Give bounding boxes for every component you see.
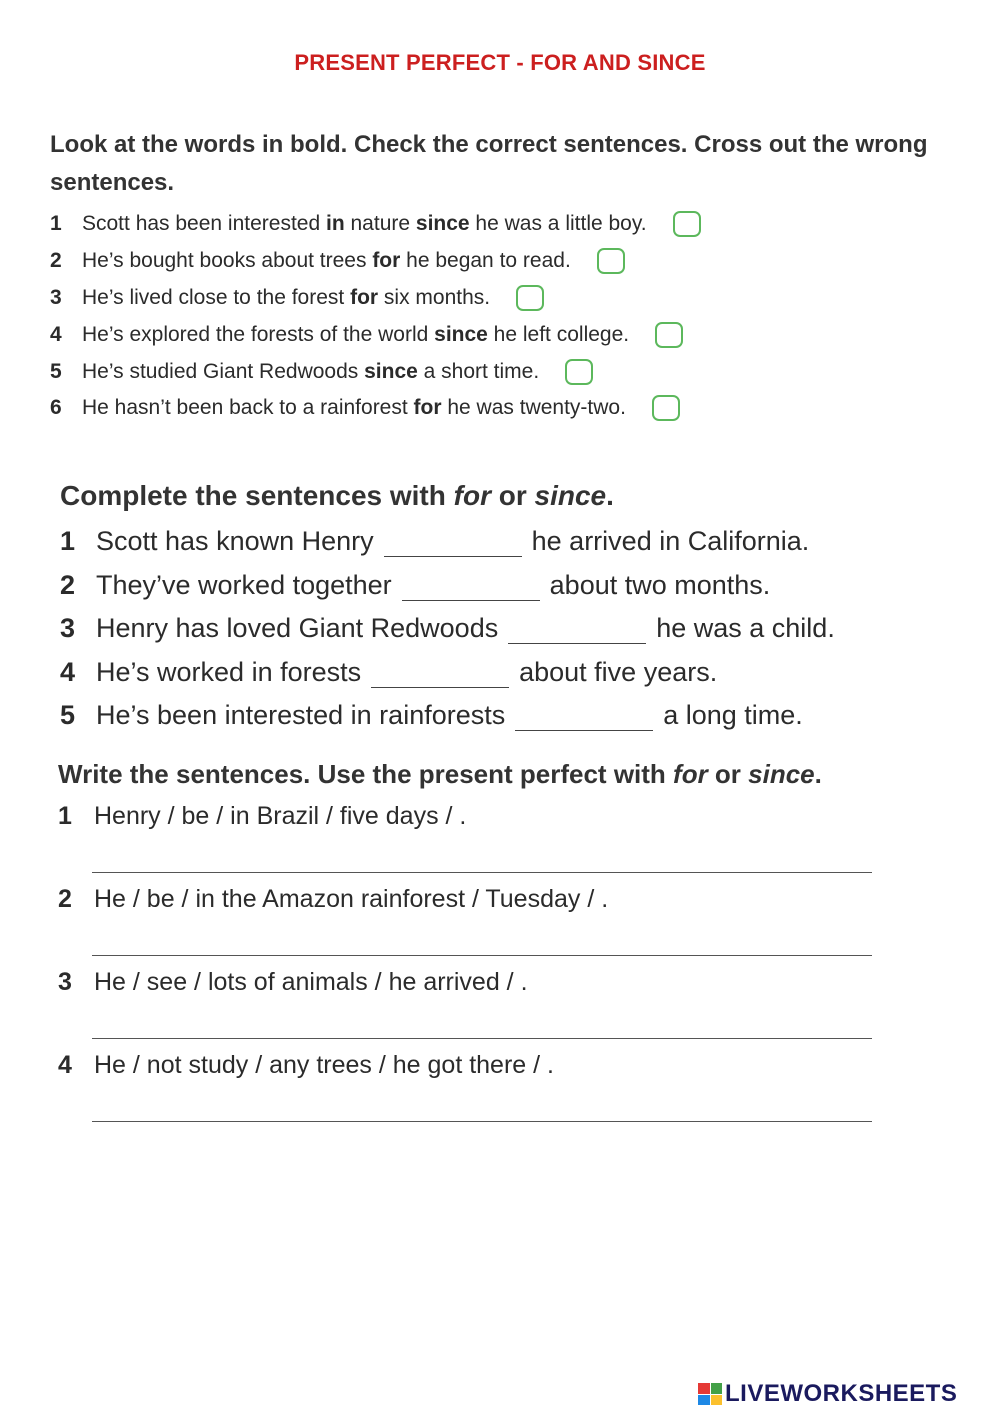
sentence: Scott has been interested in nature since he was a little boy. <box>82 212 647 236</box>
list-item <box>58 962 938 1045</box>
item-number: 1 <box>58 801 72 830</box>
sentence-start: He’s been interested in rainforests <box>96 700 506 731</box>
sentence: He’s lived close to the forest for six months. <box>82 285 491 309</box>
item-number: 4 <box>50 322 62 346</box>
exercise-3 <box>58 752 938 1128</box>
checkbox[interactable] <box>655 322 683 348</box>
list-item <box>60 651 940 695</box>
sentence-start: Scott has known Henry <box>96 526 374 557</box>
answer-input[interactable] <box>92 919 872 956</box>
list-item <box>50 353 950 390</box>
list-item <box>60 694 940 738</box>
list-item <box>58 796 938 879</box>
list-item <box>50 243 950 280</box>
checkbox[interactable] <box>652 395 680 421</box>
answer-input[interactable] <box>92 836 872 873</box>
exercise-3-instruction: Write the sentences. Use the present perfect with for or since. <box>58 759 822 789</box>
item-number: 2 <box>60 569 76 600</box>
sentence: He hasn’t been back to a rainforest for he was twenty-two. <box>82 396 626 420</box>
answer-input[interactable] <box>92 1085 872 1122</box>
item-number: 3 <box>60 613 76 644</box>
sentence-end: he was a child. <box>656 613 835 644</box>
item-number: 5 <box>50 359 62 383</box>
item-number: 2 <box>58 884 72 913</box>
page-title: PRESENT PERFECT - FOR AND SINCE <box>294 50 706 75</box>
sentence-prompt: Henry / be / in Brazil / five days / . <box>94 801 467 830</box>
sentence-start: They’ve worked together <box>96 569 392 600</box>
sentence-end: a long time. <box>663 700 803 731</box>
checkbox[interactable] <box>673 211 701 237</box>
gap-input[interactable] <box>371 657 509 688</box>
exercise-1-list <box>50 206 950 427</box>
list-item <box>60 607 940 651</box>
item-number: 1 <box>60 526 76 557</box>
list-item <box>58 1045 938 1128</box>
item-number: 4 <box>58 1050 72 1079</box>
exercise-1-instruction: Look at the words in bold. Check the correct sentences. Cross out the wrong sentences. <box>50 131 928 196</box>
checkbox[interactable] <box>516 285 544 311</box>
answer-input[interactable] <box>92 1002 872 1039</box>
gap-input[interactable] <box>508 613 646 644</box>
sentence-end: he arrived in California. <box>531 526 810 557</box>
item-number: 3 <box>50 285 62 309</box>
gap-input[interactable] <box>402 570 540 601</box>
list-item <box>50 316 950 353</box>
exercise-2 <box>60 472 940 738</box>
gap-input[interactable] <box>384 526 522 557</box>
sentence: He’s studied Giant Redwoods since a short time. <box>82 359 540 383</box>
exercise-2-instruction: Complete the sentences with for or since. <box>60 480 614 511</box>
sentence-prompt: He / see / lots of animals / he arrived / . <box>94 967 528 996</box>
sentence-prompt: He / not study / any trees / he got there / . <box>94 1050 554 1079</box>
list-item <box>60 520 940 564</box>
checkbox[interactable] <box>597 248 625 274</box>
list-item <box>50 390 950 427</box>
item-number: 4 <box>60 656 76 687</box>
logo-text: LIVEWORKSHEETS <box>725 1380 958 1407</box>
item-number: 3 <box>58 967 72 996</box>
item-number: 2 <box>50 249 62 273</box>
checkbox[interactable] <box>565 359 593 385</box>
list-item <box>50 280 950 317</box>
list-item <box>50 206 950 243</box>
sentence: He’s explored the forests of the world since he left college. <box>82 322 630 346</box>
list-item <box>58 879 938 962</box>
item-number: 5 <box>60 700 76 731</box>
sentence-start: Henry has loved Giant Redwoods <box>96 613 499 644</box>
sentence: He’s bought books about trees for he began to read. <box>82 249 571 273</box>
item-number: 1 <box>50 212 62 236</box>
exercise-1 <box>50 126 950 427</box>
liveworksheets-logo <box>698 1380 957 1408</box>
list-item <box>60 564 940 608</box>
sentence-end: about two months. <box>549 569 771 600</box>
logo-icon <box>698 1383 722 1405</box>
sentence-prompt: He / be / in the Amazon rainforest / Tuesday / . <box>94 884 609 913</box>
sentence-end: about five years. <box>519 656 718 687</box>
sentence-start: He’s worked in forests <box>96 656 362 687</box>
item-number: 6 <box>50 396 62 420</box>
gap-input[interactable] <box>515 700 653 731</box>
